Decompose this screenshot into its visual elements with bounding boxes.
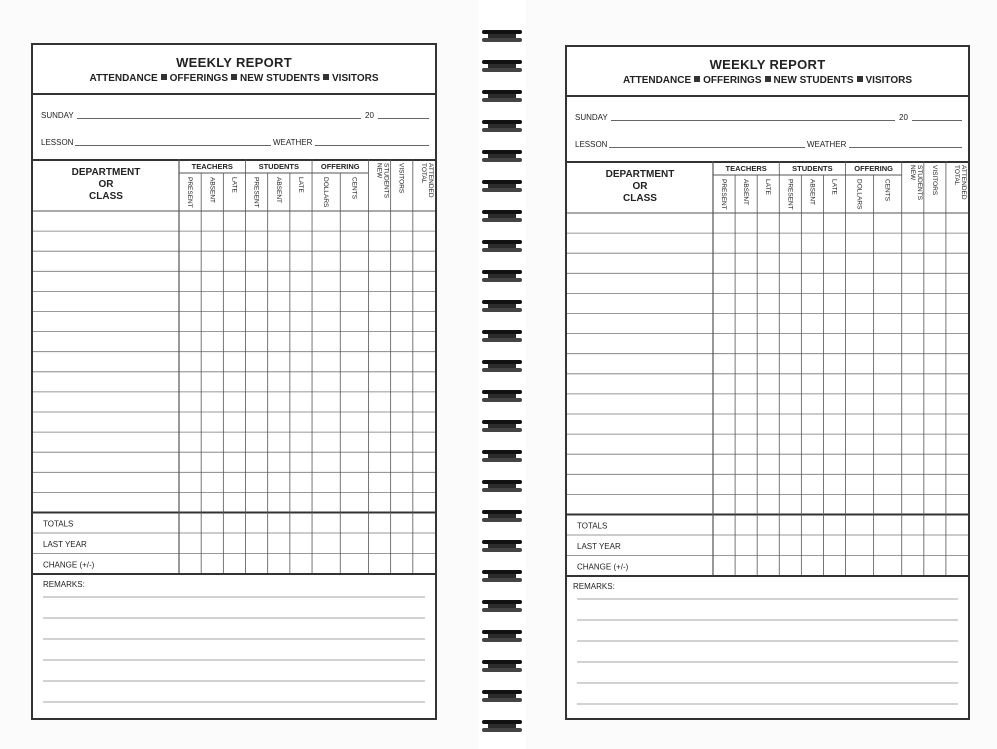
remarks-label: REMARKS: — [573, 582, 615, 591]
report-header — [567, 47, 968, 97]
column-header-dollars — [322, 177, 329, 208]
year-prefix-label: 20 — [899, 113, 908, 122]
attendance-grid[interactable] — [567, 161, 968, 577]
sunday-label: SUNDAY — [575, 113, 608, 122]
column-header-absent — [808, 179, 815, 205]
subtitle-attendance: ATTENDANCE — [623, 75, 692, 86]
column-header-total-attended — [420, 163, 434, 198]
summary-row-label: LAST YEAR — [577, 542, 621, 551]
spiral-coil — [482, 600, 522, 612]
square-bullet-icon — [765, 76, 771, 82]
department-header-text: CLASS — [623, 193, 657, 204]
spiral-coil — [482, 660, 522, 672]
sunday-label: SUNDAY — [41, 111, 74, 120]
year-prefix-label: 20 — [365, 111, 374, 120]
department-header-text: CLASS — [89, 191, 123, 202]
spiral-coil — [482, 720, 522, 732]
spiral-coil — [482, 390, 522, 402]
spiral-coil — [482, 630, 522, 642]
spiral-coil — [482, 690, 522, 702]
spiral-coil — [482, 450, 522, 462]
column-header-absent — [742, 179, 749, 205]
spiral-coil — [482, 270, 522, 282]
svg-text:ATTENDED: ATTENDED — [426, 163, 434, 198]
spiral-coil — [482, 150, 522, 162]
svg-text:STUDENTS: STUDENTS — [915, 165, 923, 201]
column-header-late — [830, 179, 837, 195]
subtitle-attendance: ATTENDANCE — [89, 73, 158, 84]
svg-text:PRESENT: PRESENT — [720, 179, 728, 210]
column-header-cents — [350, 177, 357, 200]
square-bullet-icon — [694, 76, 700, 82]
svg-text:PRESENT: PRESENT — [786, 179, 794, 210]
square-bullet-icon — [857, 76, 863, 82]
spiral-coil — [482, 480, 522, 492]
svg-text:NEW: NEW — [375, 163, 383, 179]
sunday-field — [575, 110, 960, 122]
lesson-weather-field — [575, 137, 960, 149]
svg-text:STUDENTS: STUDENTS — [382, 163, 390, 199]
spiral-coil — [482, 180, 522, 192]
group-header-teachers: TEACHERS — [191, 162, 233, 171]
column-header-dollars — [856, 179, 863, 210]
column-header-visitors — [931, 165, 938, 196]
group-header-offering: OFFERING — [854, 164, 894, 173]
subtitle-offerings: OFFERINGS — [169, 73, 228, 84]
report-subtitle — [567, 75, 968, 86]
sunday-input-line[interactable] — [611, 120, 895, 121]
lesson-weather-field — [41, 135, 427, 147]
subtitle-offerings: OFFERINGS — [703, 75, 762, 86]
department-header-text: DEPARTMENT — [605, 169, 675, 180]
sunday-input-line[interactable] — [77, 118, 361, 119]
report-header — [33, 45, 435, 95]
remarks-area[interactable] — [567, 577, 968, 718]
lesson-input-line[interactable] — [609, 147, 805, 148]
group-header-offering: OFFERING — [320, 162, 360, 171]
department-header-text: OR — [632, 181, 648, 192]
svg-text:ATTENDED: ATTENDED — [959, 165, 967, 200]
department-header-text: DEPARTMENT — [71, 167, 141, 178]
report-subtitle — [33, 73, 435, 84]
column-header-new-students — [376, 163, 390, 199]
svg-text:LATE: LATE — [764, 179, 772, 195]
spiral-coil — [482, 510, 522, 522]
column-header-late — [297, 177, 304, 193]
spiral-coil — [482, 570, 522, 582]
spiral-coil — [482, 240, 522, 252]
spiral-coil — [482, 360, 522, 372]
column-header-absent — [208, 177, 215, 203]
column-header-late — [764, 179, 771, 195]
svg-text:CENTS: CENTS — [350, 177, 358, 200]
spiral-coil — [482, 60, 522, 72]
svg-text:PRESENT: PRESENT — [252, 177, 260, 208]
department-header-text: OR — [98, 179, 114, 190]
spiral-coil — [482, 300, 522, 312]
summary-row-label: TOTALS — [43, 519, 74, 529]
sunday-field — [41, 108, 427, 120]
subtitle-new-students: NEW STUDENTS — [240, 73, 320, 84]
lesson-label: LESSON — [41, 138, 74, 147]
svg-text:TOTAL: TOTAL — [419, 163, 427, 184]
svg-text:CENTS: CENTS — [883, 179, 891, 202]
svg-text:VISITORS: VISITORS — [930, 165, 938, 196]
remarks-label: REMARKS: — [43, 580, 85, 589]
svg-text:LATE: LATE — [296, 177, 304, 193]
spiral-coil — [482, 420, 522, 432]
spiral-coil — [482, 330, 522, 342]
column-header-new-students — [909, 165, 923, 201]
lesson-input-line[interactable] — [75, 145, 271, 146]
svg-text:LATE: LATE — [830, 179, 838, 195]
group-header-students: STUDENTS — [258, 162, 299, 171]
column-header-cents — [884, 179, 891, 202]
spiral-binding — [478, 30, 526, 742]
weather-label: WEATHER — [273, 138, 313, 147]
svg-text:ABSENT: ABSENT — [274, 177, 282, 204]
column-header-visitors — [398, 163, 405, 194]
left-report-form — [31, 43, 437, 720]
column-header-total-attended — [953, 165, 967, 200]
right-report-form — [565, 45, 970, 720]
year-input-line[interactable] — [912, 120, 962, 121]
group-header-students: STUDENTS — [792, 164, 833, 173]
summary-row-label: TOTALS — [577, 521, 608, 531]
subtitle-visitors: VISITORS — [332, 73, 379, 84]
svg-text:TOTAL: TOTAL — [952, 165, 960, 186]
svg-text:VISITORS: VISITORS — [397, 163, 405, 194]
remarks-area[interactable] — [33, 575, 435, 718]
svg-text:NEW: NEW — [908, 165, 916, 181]
report-title: WEEKLY REPORT — [176, 55, 292, 70]
report-title: WEEKLY REPORT — [709, 57, 826, 72]
spiral-coil — [482, 90, 522, 102]
column-header-absent — [275, 177, 282, 203]
spiral-coil — [482, 210, 522, 222]
lesson-label: LESSON — [575, 140, 608, 149]
summary-row-label: CHANGE (+/-) — [43, 560, 95, 570]
attendance-grid[interactable] — [33, 159, 435, 575]
year-input-line[interactable] — [378, 118, 429, 119]
summary-row-label: LAST YEAR — [43, 540, 87, 549]
summary-row-label: CHANGE (+/-) — [577, 562, 629, 572]
svg-text:PRESENT: PRESENT — [186, 177, 194, 208]
column-header-present — [786, 179, 793, 210]
group-header-teachers: TEACHERS — [725, 164, 767, 173]
square-bullet-icon — [231, 74, 237, 80]
svg-text:LATE: LATE — [230, 177, 238, 193]
column-header-present — [253, 177, 260, 208]
svg-text:DOLLARS: DOLLARS — [855, 179, 863, 210]
svg-text:DOLLARS: DOLLARS — [322, 177, 330, 208]
column-header-late — [230, 177, 237, 193]
spiral-coil — [482, 30, 522, 42]
svg-text:ABSENT: ABSENT — [208, 177, 216, 204]
column-header-present — [186, 177, 193, 208]
weather-input-line[interactable] — [849, 147, 962, 148]
subtitle-visitors: VISITORS — [865, 75, 912, 86]
weather-label: WEATHER — [807, 140, 847, 149]
spiral-coil — [482, 120, 522, 132]
square-bullet-icon — [323, 74, 329, 80]
subtitle-new-students: NEW STUDENTS — [773, 75, 854, 86]
square-bullet-icon — [161, 74, 167, 80]
spiral-coil — [482, 540, 522, 552]
weather-input-line[interactable] — [315, 145, 429, 146]
svg-text:ABSENT: ABSENT — [808, 179, 816, 206]
column-header-present — [720, 179, 727, 210]
svg-text:ABSENT: ABSENT — [742, 179, 750, 206]
